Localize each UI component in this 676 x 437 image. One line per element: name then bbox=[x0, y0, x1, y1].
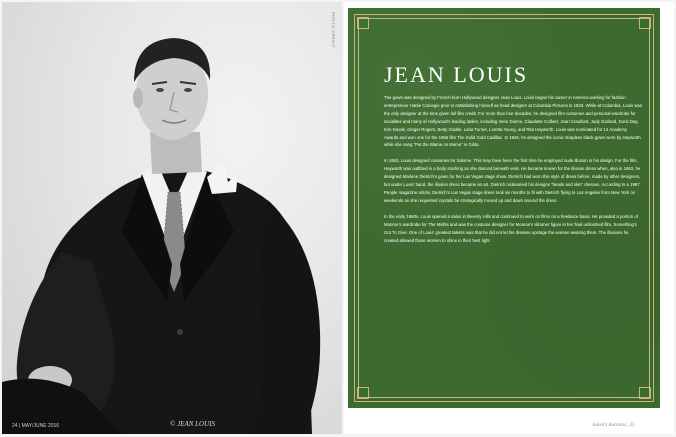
article-title: JEAN LOUIS bbox=[384, 62, 529, 87]
body-paragraph: In the early 1960s, Louis opened a salon in Beverly Hills and continued to work on films on a freelance basis. He provided a portion of Monroe's wardrobe for The Misfits and was the costume designer for Monroe's slimmer figure in her final unfinished film, Something's Got To Give. One of Louis' greatest talents was that he did not let his dresses upstage the women wearing them. The illusions he created allowed those women to shine in their best light. bbox=[384, 213, 638, 243]
left-page bbox=[2, 2, 342, 434]
portrait-photo bbox=[2, 2, 342, 434]
right-page bbox=[344, 2, 674, 434]
green-text-panel bbox=[348, 8, 660, 408]
right-folio: Julien's Auctions | 25 bbox=[592, 423, 635, 428]
left-folio: 24 | MAY/JUNE 2016 bbox=[12, 423, 60, 429]
body-paragraph: The gown was designed by French-born Hollywood designer Jean Louis. Louis began his career in America working for fashion entrepreneur Hattie Carnegie prior to establishing himself as head designer at Columbia Pictures in 1943. While at Columbia, Louis was the only designer at the time given full film credit. For more than four decades, he designed film costumes and personal wardrobe for socialites and many of Hollywood's leading ladies, including Irene Dunne, Claudette Colbert, Joan Crawford, Judy Garland, Doris Day, Kim Novak, Ginger Rogers, Betty Grable, Lana Turner, Loretta Young, and Rita Hayworth. Louis was nominated for 14 Academy Awards and won one for the 1956 film The Solid Gold Cadillac. In 1946, he designed the iconic strapless black gown worn by Hayworth while she sang "Put the Blame on Mame" in Gilda. bbox=[384, 95, 642, 148]
body-paragraph: In 1953, Louis designed costumes for Salome. This may have been the first time he employed nude illusion in his design. For the film, Hayworth was outfitted in a body stocking as she danced beneath veils. He became known for the illusion dress when, also in 1953, he designed Marlene Dietrich's gown for her Las Vegas stage show. Dietrich had worn this style of dress before, made by other designers, but under Louis' hand, the illusion dress became an art. Dietrich nicknamed his designs "beads and skin" dresses. According to a 1987 People magazine article, Dietrich's Las Vegas stage dress took six months to fit with Dietrich flying to Los Angeles from New York on weekends as she requested crystals be strategically moved up and down around the dress. bbox=[384, 158, 641, 203]
photo-signature: © JEAN LOUIS bbox=[170, 420, 215, 428]
portrait-illustration bbox=[2, 2, 342, 434]
article-body bbox=[384, 94, 642, 252]
photo-credit: PHOTO CREDIT bbox=[331, 12, 336, 49]
